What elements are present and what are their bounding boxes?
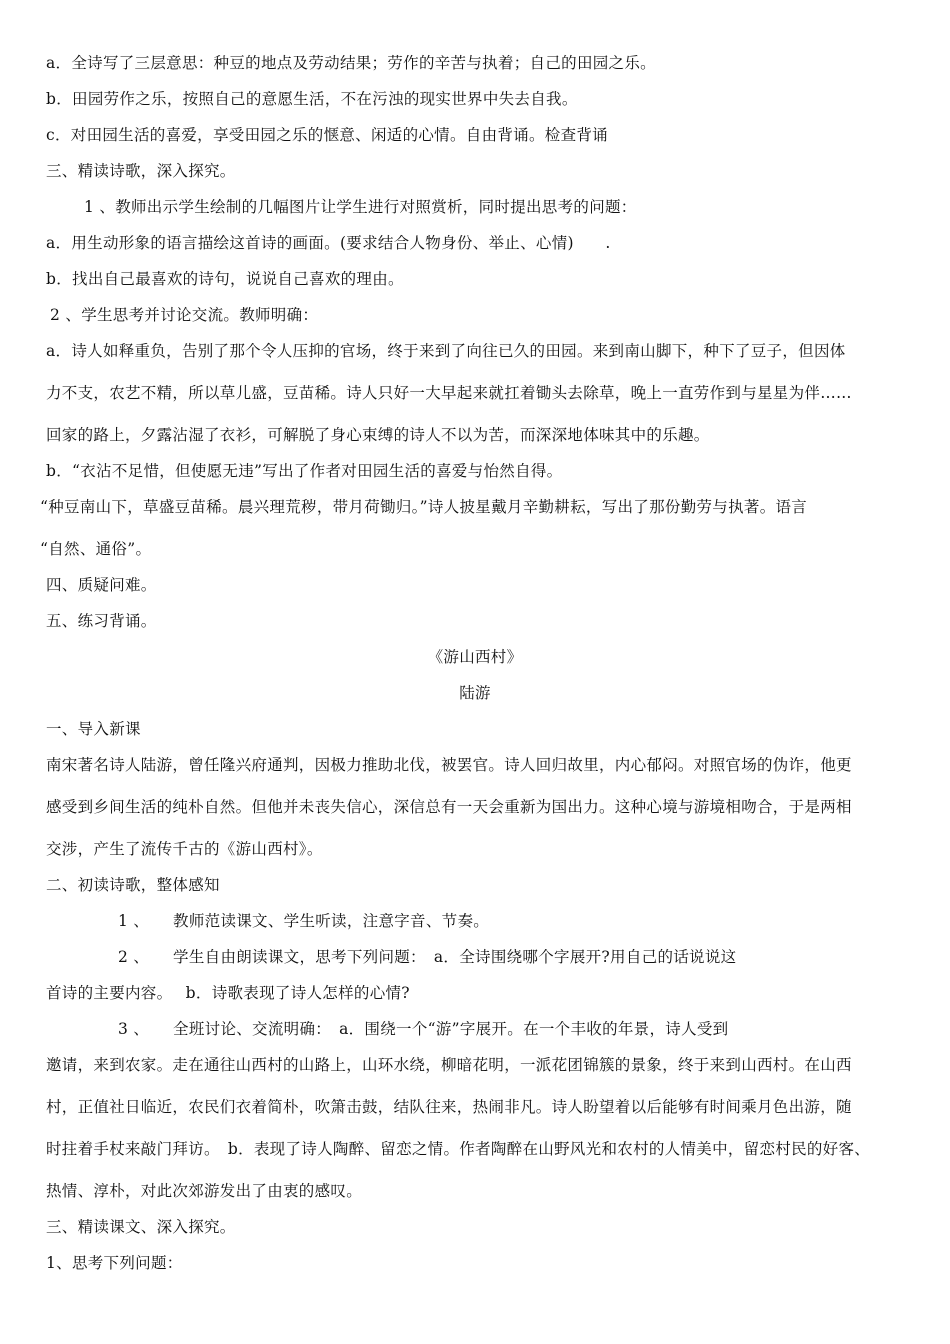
line-13: “种豆南山下，草盛豆苗稀。晨兴理荒秽，带月荷锄归。”诗人披星戴月辛勤耕耘，写出了那份勤劳与执著。语言	[40, 498, 808, 516]
line-10: 力不支，农艺不精，所以草儿盛，豆苗稀。诗人只好一大早起来就扛着锄头去除草，晚上一直劳作到与星星为伴……	[46, 384, 852, 402]
section-heading-1b: 一、导入新课	[46, 720, 141, 738]
line-30: 时拄着手杖来敲门拜访。 b．表现了诗人陶醉、留恋之情。作者陶醉在山野风光和农村的人情美中，留恋村民的好客、	[46, 1140, 871, 1158]
line-3: c．对田园生活的喜爱，享受田园之乐的惬意、闲适的心情。自由背诵。检查背诵	[46, 126, 608, 144]
line-20: 南宋著名诗人陆游，曾任隆兴府通判，因极力推助北伐，被罢官。诗人回归故里，内心郁闷。对照官场的伪诈，他更	[46, 756, 852, 774]
line-21: 感受到乡间生活的纯朴自然。但他并未丧失信心，深信总有一天会重新为国出力。这种心境与游境相吻合，于是两相	[46, 798, 852, 816]
poem-title: 《游山西村》	[427, 648, 523, 666]
line-22: 交涉，产生了流传千古的《游山西村》。	[46, 840, 323, 858]
section-heading-3b: 三、精读课文、深入探究。	[46, 1218, 236, 1236]
line-2: b．田园劳作之乐，按照自己的意愿生活，不在污浊的现实世界中失去自我。	[46, 90, 578, 108]
line-28: 邀请，来到农家。走在通往山西村的山路上，山环水绕，柳暗花明，一派花团锦簇的景象，终于来到山西村。在山西	[46, 1056, 852, 1074]
line-31: 热情、淳朴，对此次郊游发出了由衷的感叹。	[46, 1182, 363, 1200]
section-heading-3: 三、精读诗歌，深入探究。	[46, 162, 236, 180]
line-1: a．全诗写了三层意思：种豆的地点及劳动结果；劳作的辛苦与执着；自己的田园之乐。	[46, 54, 656, 72]
line-6: a．用生动形象的语言描绘这首诗的画面。(要求结合人物身份、举止、心情) .	[46, 234, 611, 252]
poem-author: 陆游	[459, 684, 491, 702]
line-24: 1 、 教师范读课文、学生听读，注意字音、节奏。	[118, 912, 490, 930]
line-12: b．“衣沾不足惜，但使愿无违”写出了作者对田园生活的喜爱与怡然自得。	[46, 462, 563, 480]
line-11: 回家的路上，夕露沾湿了衣衫，可解脱了身心束缚的诗人不以为苦，而深深地体味其中的乐趣。	[46, 426, 710, 444]
line-25: 2 、 学生自由朗读课文，思考下列问题： a．全诗围绕哪个字展开?用自己的话说说这	[118, 948, 737, 966]
section-heading-5: 五、练习背诵。	[46, 612, 157, 630]
line-26: 首诗的主要内容。 b．诗歌表现了诗人怎样的心情?	[46, 984, 410, 1002]
line-8: 2 、学生思考并讨论交流。教师明确：	[50, 306, 319, 324]
line-5: 1 、教师出示学生绘制的几幅图片让学生进行对照赏析，同时提出思考的问题：	[84, 198, 637, 216]
line-7: b．找出自己最喜欢的诗句，说说自己喜欢的理由。	[46, 270, 404, 288]
section-heading-2b: 二、初读诗歌，整体感知	[46, 876, 220, 894]
line-29: 村，正值社日临近，农民们衣着简朴，吹箫击鼓，结队往来，热闹非凡。诗人盼望着以后能够有时间乘月色出游，随	[46, 1098, 852, 1116]
line-33: 1、思考下列问题：	[46, 1254, 183, 1272]
line-27: 3 、 全班讨论、交流明确： a．围绕一个“游”字展开。在一个丰收的年景，诗人受到	[118, 1020, 729, 1038]
section-heading-4: 四、质疑问难。	[46, 576, 157, 594]
line-14: “自然、通俗”。	[40, 540, 152, 558]
line-9: a．诗人如释重负，告别了那个令人压抑的官场，终于来到了向往已久的田园。来到南山脚下，种下了豆子，但因体	[46, 342, 846, 360]
